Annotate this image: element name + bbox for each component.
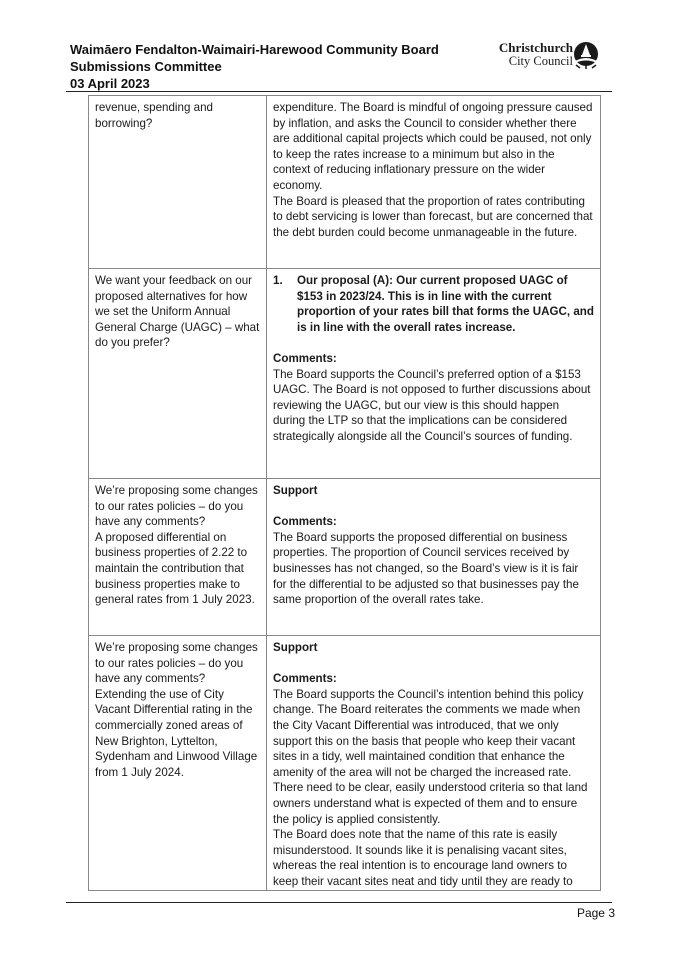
response-cell [267,269,601,479]
council-logo [481,41,606,71]
page-number: Page 3 [576,906,615,920]
question-text: revenue, spending and borrowing? [95,101,213,130]
board-name: Waimāero Fendalton-Waimairi-Harewood Community Board [70,42,439,57]
committee-name: Submissions Committee [70,59,222,74]
response-paragraph: The Board is pleased that the proportion of rates contributing to debt servicing is lower than forecast, but are concerned that the debt burden could become unmanageable in the future. [273,194,593,239]
question-cell [89,269,267,479]
comments-label: Comments: [273,672,337,686]
question-cell [89,636,267,891]
response-cell [267,479,601,636]
numbered-option [273,273,594,335]
header-divider [66,91,612,92]
logo-text-line1: Christchurch [498,40,573,55]
question-text: We’re proposing some changes to our rates policies – do you have any comments? Extending the use of City Vacant Differential rating in the commercially zoned areas of New Brighton, Lyttelton, Sydenham and Linwood Village from 1 July 2024. [95,641,258,779]
response-paragraph: expenditure. The Board is mindful of ongoing pressure caused by inflation, and asks the Council to consider whether there are additional capital projects which could be paused, not only to keep the rates increase to a minimum but also in the context of reducing inflationary pressure on the wider economy. [273,101,593,192]
table-row [89,96,601,269]
question-cell [89,96,267,269]
position-label: Support [273,484,318,497]
document-header [70,41,439,92]
comments-text: The Board does note that the name of this rate is easily misunderstood. It sounds like it is penalising vacant sites, whereas the real intention is to encourage land owners to keep their vacant sites neat and tidy until they are ready to [273,828,573,888]
footer-divider [66,902,612,903]
comments-text: The Board supports the Council’s intention behind this policy change. The Board reiterates the comments we made when the City Vacant Differential was introduced, that we only support this on the basis that people who keep their vacant sites in a tidy, well maintained condition that enhance the amenity of the area will not be charged the increased rate. There need to be clear, easily understood criteria so that land owners understand what is expected of them and to ensure the policy is applied consistently. [273,687,588,826]
response-cell [267,96,601,269]
comments-text: The Board supports the proposed differential on business properties. The proportion of Council services received by businesses has not changed, so the Board’s view is it is fair for the differential to be adjusted so that businesses pay the same proportion of the overall rates take. [273,530,579,607]
table-row [89,479,601,636]
table-row [89,636,601,891]
position-label: Support [273,641,318,654]
question-cell [89,479,267,636]
logo-text-line2: City Council [508,54,573,68]
comments-label: Comments: [273,515,337,529]
cathedral-icon [572,41,600,69]
response-cell [267,636,601,891]
option-text: Our proposal (A): Our current proposed UAGC of $153 in 2023/24. This is in line with the current proportion of your rates bill that forms the UAGC, and is in line with the overall rates increase. [297,274,594,334]
option-number: 1. [273,274,283,287]
table-row [89,269,601,479]
meeting-date: 03 April 2023 [70,76,150,91]
question-text: We’re proposing some changes to our rates policies – do you have any comments? A proposed differential on business properties of 2.22 to maintain the contribution that business properties make to general rates from 1 July 2023. [95,484,258,607]
comments-label: Comments: [273,351,337,365]
question-text: We want your feedback on our proposed alternatives for how we set the Uniform Annual General Charge (UAGC) – what do you prefer? [95,274,260,350]
submission-table [88,95,601,891]
comments-text: The Board supports the Council’s preferred option of a $153 UAGC. The Board is not opposed to further discussions about reviewing the UAGC, but our view is this should happen during the LTP so that the implications can be considered strategically alongside all the Council’s sources of funding. [273,367,591,443]
